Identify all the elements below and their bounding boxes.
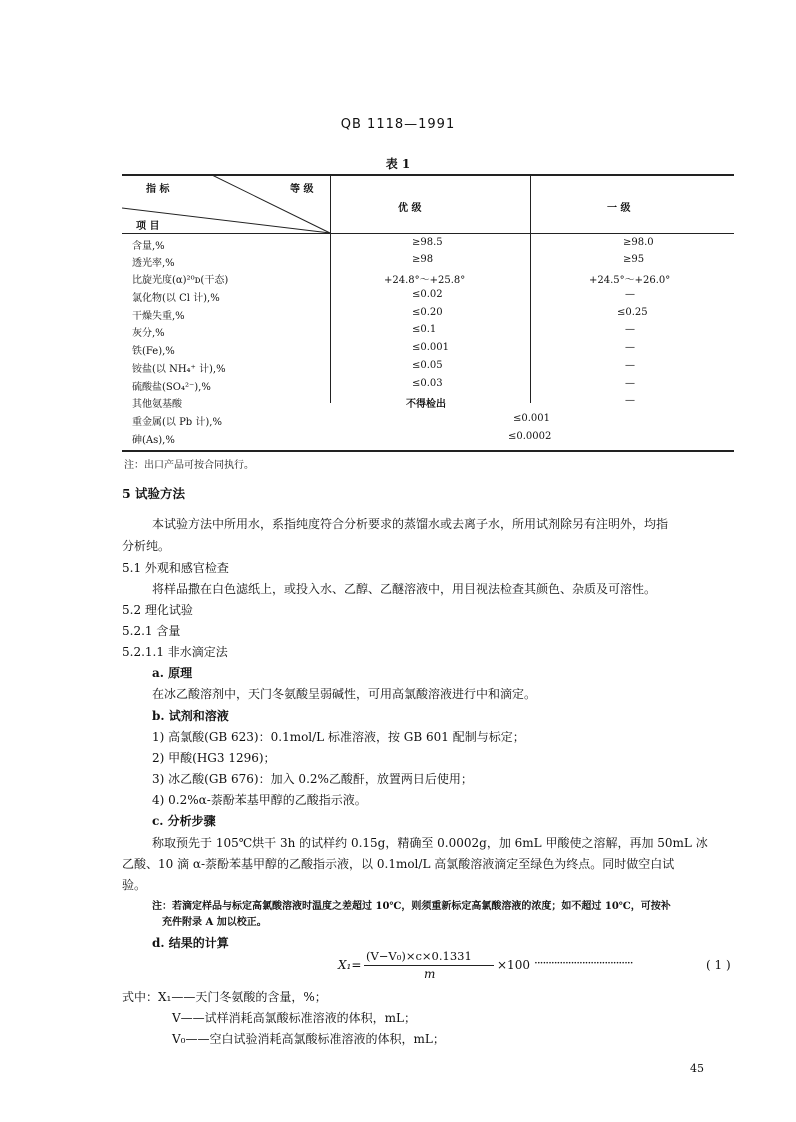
where-line-2: V——试样消耗高氯酸标准溶液的体积，mL； [172,1011,417,1025]
section-5-paragraph-cont: 分析纯。 [122,539,171,553]
row-superior: ≥98.5 [412,237,443,248]
formula-number: ( 1 ) [706,958,731,972]
row-item: 含量,% [132,241,165,252]
formula-dots: ··································· [534,956,633,970]
row-item: 透光率,% [132,258,175,269]
row-item: 铵盐(以 NH₄⁺ 计),% [132,364,226,375]
row-superior: ≥98 [412,254,434,265]
where-line-1: 式中：X₁——天门冬氨酸的含量，%； [122,990,327,1004]
row-first: — [625,342,635,353]
row-item: 比旋光度(α)²⁰ᴅ(干态) [132,275,229,286]
row-first: — [625,378,635,389]
reagent-2: 2) 甲酸(HG3 1296)； [152,751,276,765]
row-item: 砷(As),% [132,435,175,446]
row-superior: ≤0.05 [412,360,443,371]
subsection-b-title: b. 试剂和溶液 [152,709,229,723]
where-line-3: V₀——空白试验消耗高氯酸标准溶液的体积，mL； [172,1032,445,1046]
row-superior: ≤0.20 [412,307,443,318]
row-superior: ≤0.03 [412,378,443,389]
col-header-first: 一 级 [607,203,631,214]
row-first: — [625,289,635,300]
reagent-4: 4) 0.2%α-萘酚苯基甲醇的乙酸指示液。 [152,793,367,807]
section-5-title: 5 试验方法 [122,486,186,501]
section-5-2-1-1-title: 5.2.1.1 非水滴定法 [122,645,228,659]
row-superior: +24.8°～+25.8° [384,275,466,286]
formula-denominator: m [424,967,436,981]
table-bottom-rule [122,450,734,452]
row-first: — [625,360,635,371]
row-superior: ≤0.001 [412,342,450,353]
procedure-line-3: 验。 [122,878,147,892]
row-merged-value: ≤0.001 [513,413,551,424]
standard-code: QB 1118—1991 [340,117,456,132]
head-grade-label: 等 级 [290,184,314,195]
row-superior: ≤0.1 [412,324,437,335]
col-header-superior: 优 级 [398,203,422,214]
subsection-a-text: 在冰乙酸溶剂中，天门冬氨酸呈弱碱性，可用高氯酸溶液进行中和滴定。 [152,687,537,701]
subsection-a-title: a. 原理 [152,666,193,680]
formula-tail: ×100 [497,958,530,972]
row-item: 铁(Fe),% [132,346,175,357]
row-first: — [625,395,635,406]
formula-numerator: (V−V₀)×c×0.1331 [366,949,472,963]
section-5-2-1-title: 5.2.1 含量 [122,624,181,638]
table-caption: 表 1 [385,157,411,171]
section-5-1-title: 5.1 外观和感官检查 [122,561,229,575]
procedure-note-line-2: 充件附录 A 加以校正。 [162,917,267,928]
table-note: 注：出口产品可按合同执行。 [124,460,254,471]
row-superior: 不得检出 [406,399,446,410]
procedure-note-line-1: 注：若滴定样品与标定高氯酸溶液时温度之差超过 10℃，则须重新标定高氯酸溶液的浓度；如不超过 10℃，可按补 [152,901,671,912]
row-item: 其他氨基酸 [132,399,182,410]
procedure-line-1: 称取预先于 105℃烘干 3h 的试样约 0.15g，精确至 0.0002g，加 6mL 甲酸使之溶解，再加 50mL 冰 [152,836,708,850]
row-item: 氯化物(以 Cl 计),% [132,293,220,304]
procedure-line-2: 乙酸、10 滴 α-萘酚苯基甲醇的乙酸指示液，以 0.1mol/L 高氯酸溶液滴定至绿色为终点。同时做空白试 [122,857,675,871]
section-5-paragraph: 本试验方法中所用水，系指纯度符合分析要求的蒸馏水或去离子水，所用试剂除另有注明外，均指 [152,517,669,531]
head-item-label: 项 目 [136,221,160,232]
row-item: 重金属(以 Pb 计),% [132,417,222,428]
row-first: — [625,324,635,335]
row-first: ≥98.0 [623,237,654,248]
row-superior: ≤0.02 [412,289,443,300]
row-item: 硫酸盐(SO₄²⁻),% [132,382,211,393]
section-5-2-title: 5.2 理化试验 [122,603,193,617]
row-item: 灰分,% [132,328,165,339]
reagent-3: 3) 冰乙酸(GB 676)：加入 0.2%乙酸酐，放置两日后使用； [152,772,473,786]
row-first: ≥95 [623,254,645,265]
head-index-label: 指 标 [146,184,170,195]
row-merged-value: ≤0.0002 [508,431,552,442]
subsection-c-title: c. 分析步骤 [152,814,216,828]
fraction-bar [364,965,494,966]
row-first: +24.5°～+26.0° [589,275,671,286]
table-vline-2 [530,174,531,403]
subsection-d-title: d. 结果的计算 [152,936,229,950]
reagent-1: 1) 高氯酸(GB 623)：0.1mol/L 标准溶液，按 GB 601 配制与标定； [152,730,525,744]
row-item: 干燥失重,% [132,311,185,322]
formula-lhs: X₁= [338,958,362,972]
page-number: 45 [690,1062,704,1075]
row-first: ≤0.25 [617,307,648,318]
section-5-1-paragraph: 将样品撒在白色滤纸上，或投入水、乙醇、乙醚溶液中，用目视法检查其颜色、杂质及可溶性。 [152,582,657,596]
